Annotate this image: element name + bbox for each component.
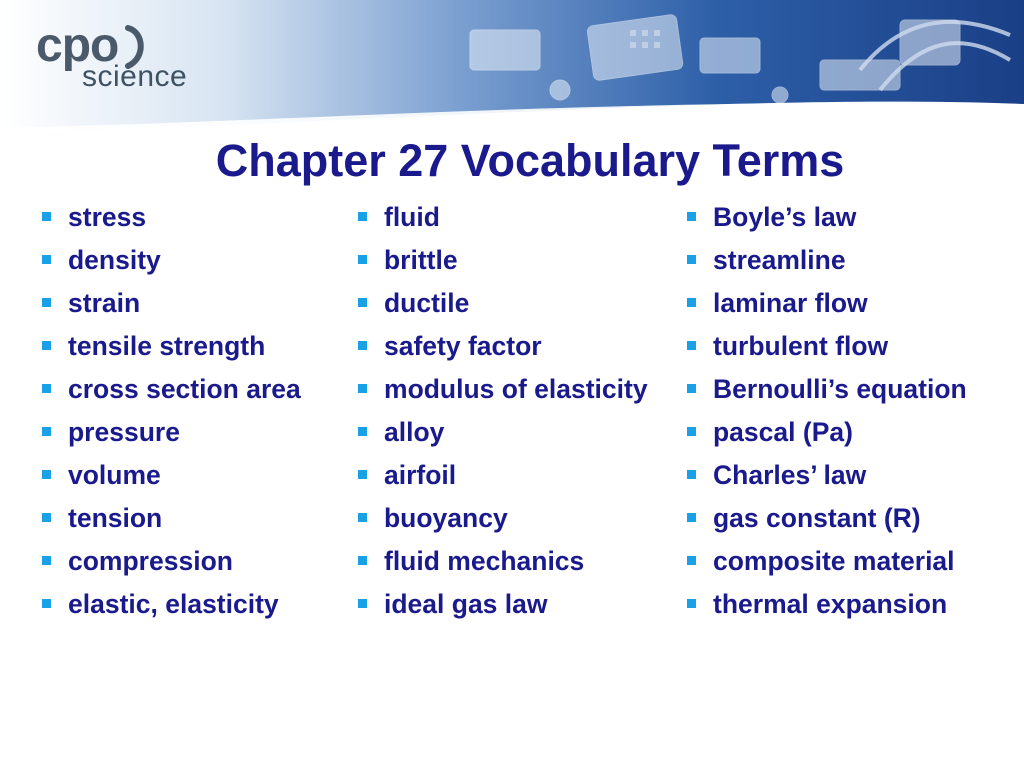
- vocab-term: [40, 499, 340, 538]
- vocab-term-label: gas constant (R): [713, 503, 921, 533]
- vocab-column-2: [356, 198, 656, 628]
- vocab-term: [356, 241, 656, 280]
- vocab-term: [356, 413, 656, 452]
- vocab-term: [356, 198, 656, 237]
- vocab-term-label: strain: [68, 288, 141, 318]
- vocab-term: [685, 542, 1005, 581]
- vocab-term: [40, 241, 340, 280]
- vocab-term: [40, 370, 340, 409]
- vocab-term: [40, 327, 340, 366]
- square-bullet-icon: [42, 556, 51, 565]
- square-bullet-icon: [42, 599, 51, 608]
- vocab-term-label: modulus of elasticity: [384, 374, 648, 404]
- vocab-term-label: volume: [68, 460, 161, 490]
- square-bullet-icon: [687, 384, 696, 393]
- square-bullet-icon: [687, 556, 696, 565]
- vocab-term-label: Bernoulli’s equation: [713, 374, 967, 404]
- square-bullet-icon: [687, 255, 696, 264]
- vocab-column-3: [685, 198, 1005, 628]
- square-bullet-icon: [358, 255, 367, 264]
- vocab-term: [40, 456, 340, 495]
- vocab-term: [356, 499, 656, 538]
- square-bullet-icon: [358, 556, 367, 565]
- vocab-term-label: stress: [68, 202, 147, 232]
- vocab-term-label: safety factor: [384, 331, 542, 361]
- slide-title: Chapter 27 Vocabulary Terms: [215, 135, 845, 186]
- square-bullet-icon: [42, 384, 51, 393]
- vocab-term-label: cross section area: [68, 374, 301, 404]
- vocab-term: [356, 327, 656, 366]
- vocab-term: [685, 585, 1005, 624]
- vocab-term: [356, 542, 656, 581]
- vocab-term-label: turbulent flow: [713, 331, 889, 361]
- square-bullet-icon: [42, 427, 51, 436]
- square-bullet-icon: [687, 470, 696, 479]
- vocab-term-label: Charles’ law: [713, 460, 867, 490]
- vocab-term-label: elastic, elasticity: [68, 589, 279, 619]
- square-bullet-icon: [42, 255, 51, 264]
- vocab-term-label: density: [68, 245, 161, 275]
- square-bullet-icon: [42, 470, 51, 479]
- square-bullet-icon: [687, 212, 696, 221]
- square-bullet-icon: [687, 298, 696, 307]
- vocab-term-label: compression: [68, 546, 233, 576]
- vocab-term: [685, 456, 1005, 495]
- vocab-term-label: tensile strength: [68, 331, 266, 361]
- vocab-term-label: ideal gas law: [384, 589, 548, 619]
- vocab-term: [356, 456, 656, 495]
- vocab-term-label: thermal expansion: [713, 589, 948, 619]
- vocab-column-1: [40, 198, 340, 628]
- vocab-term-label: ductile: [384, 288, 470, 318]
- square-bullet-icon: [42, 298, 51, 307]
- square-bullet-icon: [358, 298, 367, 307]
- vocab-term: [685, 327, 1005, 366]
- vocab-term: [356, 370, 656, 409]
- square-bullet-icon: [358, 384, 367, 393]
- vocab-term: [685, 241, 1005, 280]
- logo-brand-text: cpo: [36, 19, 119, 72]
- vocab-term: [685, 198, 1005, 237]
- vocab-term-label: tension: [68, 503, 163, 533]
- square-bullet-icon: [358, 427, 367, 436]
- vocab-term-label: fluid mechanics: [384, 546, 585, 576]
- vocab-term-label: alloy: [384, 417, 445, 447]
- vocab-term: [40, 413, 340, 452]
- vocab-term-label: composite material: [713, 546, 955, 576]
- vocab-term-label: streamline: [713, 245, 846, 275]
- vocab-term-label: laminar flow: [713, 288, 868, 318]
- cpo-science-logo: [36, 19, 226, 102]
- vocab-term-label: pascal (Pa): [713, 417, 853, 447]
- vocab-term-label: pressure: [68, 417, 180, 447]
- square-bullet-icon: [358, 599, 367, 608]
- vocab-term: [40, 542, 340, 581]
- square-bullet-icon: [358, 212, 367, 221]
- vocab-term: [356, 284, 656, 323]
- square-bullet-icon: [358, 513, 367, 522]
- vocab-term: [685, 413, 1005, 452]
- vocab-term: [685, 499, 1005, 538]
- vocab-term-label: Boyle’s law: [713, 202, 857, 232]
- square-bullet-icon: [687, 513, 696, 522]
- vocab-term-label: brittle: [384, 245, 458, 275]
- square-bullet-icon: [358, 341, 367, 350]
- vocab-term: [40, 284, 340, 323]
- vocab-term: [356, 585, 656, 624]
- square-bullet-icon: [687, 599, 696, 608]
- square-bullet-icon: [42, 212, 51, 221]
- square-bullet-icon: [42, 513, 51, 522]
- vocab-term: [40, 198, 340, 237]
- square-bullet-icon: [687, 341, 696, 350]
- square-bullet-icon: [687, 427, 696, 436]
- logo-sub-text: science: [82, 60, 188, 93]
- vocab-term-label: buoyancy: [384, 503, 508, 533]
- square-bullet-icon: [42, 341, 51, 350]
- vocab-term-label: fluid: [384, 202, 440, 232]
- vocab-term: [40, 585, 340, 624]
- square-bullet-icon: [358, 470, 367, 479]
- vocab-term-label: airfoil: [384, 460, 457, 490]
- vocab-term: [685, 370, 1005, 409]
- vocab-term: [685, 284, 1005, 323]
